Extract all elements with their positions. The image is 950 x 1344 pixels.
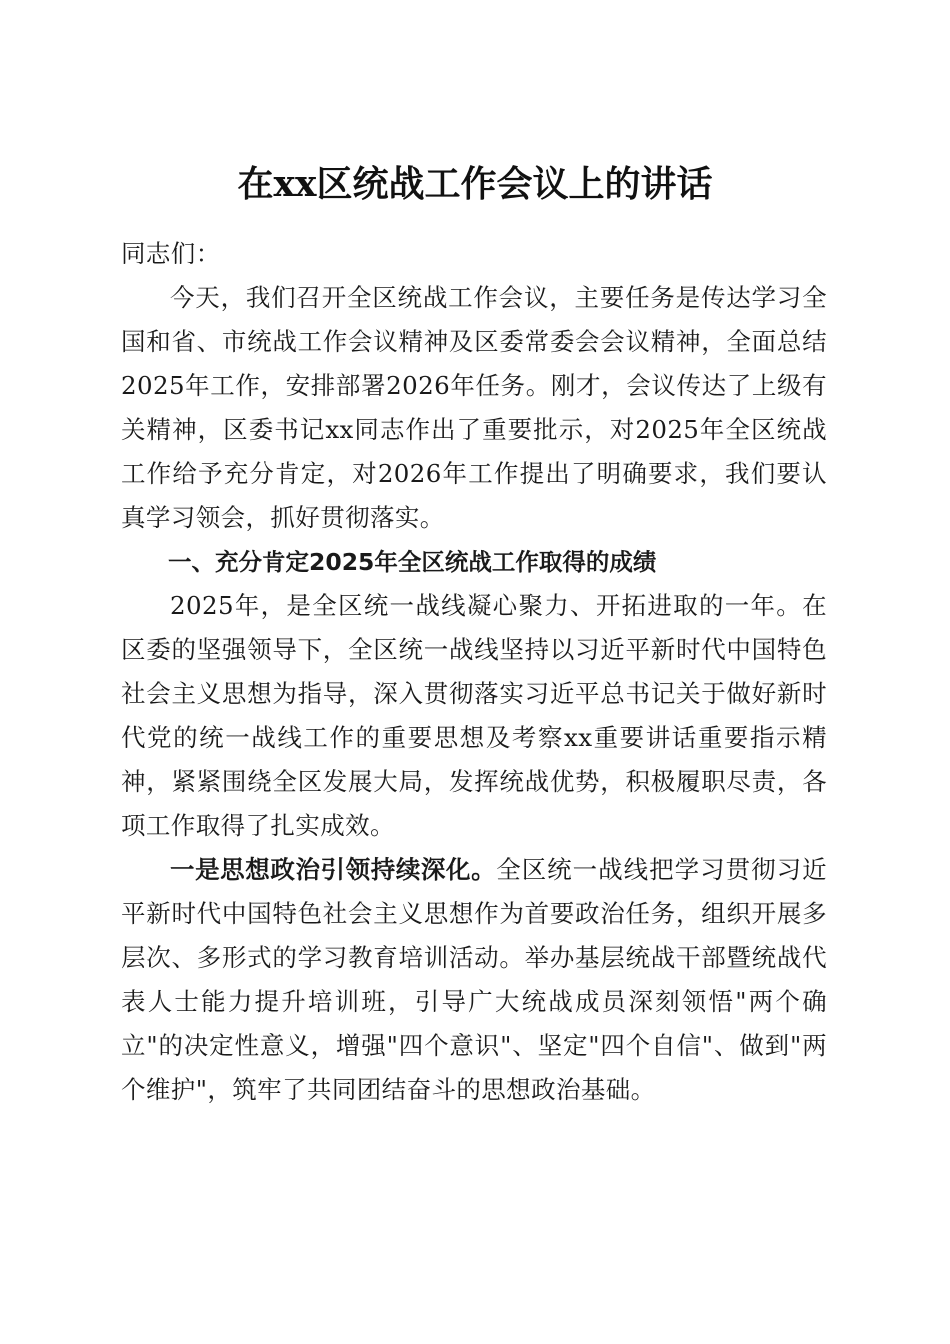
intro-paragraph: 今天，我们召开全区统战工作会议，主要任务是传达学习全国和省、市统战工作会议精神及区委常委会会议精神，全面总结2025年工作，安排部署2026年任务。刚才，会议传达了上级有关精神，区委书记xx同志作出了重要批示，对2025年全区统战工作给予充分肯定，对2026年工作提出了明确要求，我们要认真学习领会，抓好贯彻落实。 xyxy=(121,283,827,532)
point-body: 全区统一战线把学习贯彻习近平新时代中国特色社会主义思想作为首要政治任务，组织开展多层次、多形式的学习教育培训活动。举办基层统战干部暨统战代表人士能力提升培训班，引导广大统战成员深刻领悟"两个确立"的决定性意义，增强"四个意识"、坚定"四个自信"、做到"两个维护"，筑牢了共同团结奋斗的思想政治基础。 xyxy=(121,855,828,1104)
point-paragraph xyxy=(121,848,827,1112)
greeting: 同志们： xyxy=(121,239,221,268)
document-body xyxy=(121,232,827,1112)
section-paragraph: 2025年，是全区统一战线凝心聚力、开拓进取的一年。在区委的坚强领导下，全区统一战线坚持以习近平新时代中国特色社会主义思想为指导，深入贯彻落实习近平总书记关于做好新时代党的统一战线工作的重要思想及考察xx重要讲话重要指示精神，紧紧围绕全区发展大局，发挥统战优势，积极履职尽责，各项工作取得了扎实成效。 xyxy=(121,591,827,840)
document-title: 在xx区统战工作会议上的讲话 xyxy=(237,163,713,206)
section-heading: 一、充分肯定2025年全区统战工作取得的成绩 xyxy=(168,548,657,576)
point-lead: 一是思想政治引领持续深化。 xyxy=(170,855,497,884)
